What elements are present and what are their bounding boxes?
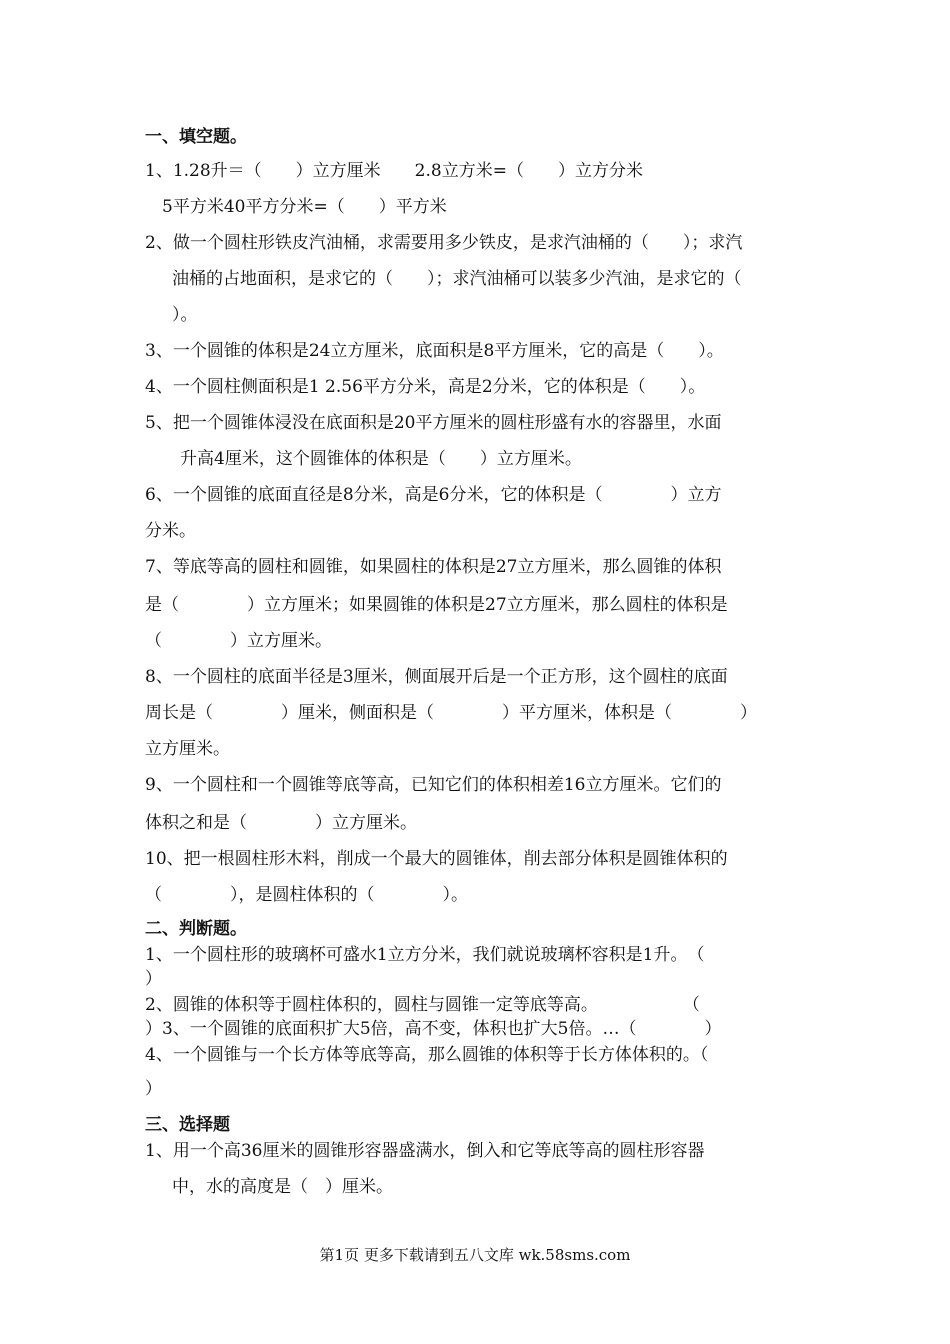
section-heading-multiple-choice: 三、选择题 xyxy=(145,1115,230,1135)
question-line: 9、一个圆柱和一个圆锥等底等高，已知它们的体积相差16立方厘米。它们的 xyxy=(145,775,722,795)
question-line: （ ）立方厘米。 xyxy=(145,631,332,651)
question-line: 分米。 xyxy=(145,521,196,541)
page-footer: 第1页 更多下载请到五八文库 wk.58sms.com xyxy=(319,1246,631,1264)
question-line: 1、一个圆柱形的玻璃杯可盛水1立方分米，我们就说玻璃杯容积是1升。 （ xyxy=(145,945,705,965)
question-line: 4、一个圆锥与一个长方体等底等高，那么圆锥的体积等于长方体体积的。（ xyxy=(145,1045,709,1065)
section-heading-fill-in: 一、填空题。 xyxy=(145,127,247,147)
question-line: ） xyxy=(145,1079,162,1099)
question-line: 周长是（ ）厘米，侧面积是（ ）平方厘米，体积是（ ） xyxy=(145,703,757,723)
section-heading-true-false: 二、判断题。 xyxy=(145,919,247,939)
question-line: 7、等底等高的圆柱和圆锥，如果圆柱的体积是27立方厘米，那么圆锥的体积 xyxy=(145,557,722,577)
question-line: 升高4厘米，这个圆锥体的体积是（ ）立方厘米。 xyxy=(180,449,582,469)
question-line: 5平方米40平方分米=（ ）平方米 xyxy=(162,197,447,217)
question-line: 10、把一根圆柱形木料，削成一个最大的圆锥体，削去部分体积是圆锥体积的 xyxy=(145,849,728,869)
question-line: 立方厘米。 xyxy=(145,739,230,759)
question-line: 中，水的高度是（ ）厘米。 xyxy=(172,1177,393,1197)
question-line: ）3、一个圆锥的底面积扩大5倍，高不变，体积也扩大5倍。…（ ） xyxy=(145,1019,722,1039)
question-line: ）。 xyxy=(172,305,198,325)
question-line: 1、用一个高36厘米的圆锥形容器盛满水，倒入和它等底等高的圆柱形容器 xyxy=(145,1141,705,1161)
question-line: 是（ ）立方厘米；如果圆锥的体积是27立方厘米，那么圆柱的体积是 xyxy=(145,595,728,615)
question-line: ） xyxy=(145,969,162,989)
question-line: 3、一个圆锥的体积是24立方厘米，底面积是8平方厘米，它的高是（ ）。 xyxy=(145,341,724,361)
question-line: 1、1.28升＝（ ）立方厘米 2.8立方米=（ ）立方分米 xyxy=(145,161,643,181)
question-line: 4、一个圆柱侧面积是1 2.56平方分米，高是2分米，它的体积是（ ）。 xyxy=(145,377,706,397)
question-line: 5、把一个圆锥体浸没在底面积是20平方厘米的圆柱形盛有水的容器里，水面 xyxy=(145,413,722,433)
question-line: 2、做一个圆柱形铁皮汽油桶，求需要用多少铁皮，是求汽油桶的（ ）；求汽 xyxy=(145,233,743,253)
question-line: （ ），是圆柱体积的（ ）。 xyxy=(145,885,468,905)
question-line: 油桶的占地面积，是求它的（ ）；求汽油桶可以装多少汽油，是求它的（ xyxy=(172,269,742,289)
question-line: 2、圆锥的体积等于圆柱体积的，圆柱与圆锥一定等底等高。 （ xyxy=(145,995,700,1015)
question-line: 8、一个圆柱的底面半径是3厘米，侧面展开后是一个正方形，这个圆柱的底面 xyxy=(145,667,728,687)
question-line: 体积之和是（ ）立方厘米。 xyxy=(145,813,417,833)
question-line: 6、一个圆锥的底面直径是8分米，高是6分米，它的体积是（ ）立方 xyxy=(145,485,722,505)
